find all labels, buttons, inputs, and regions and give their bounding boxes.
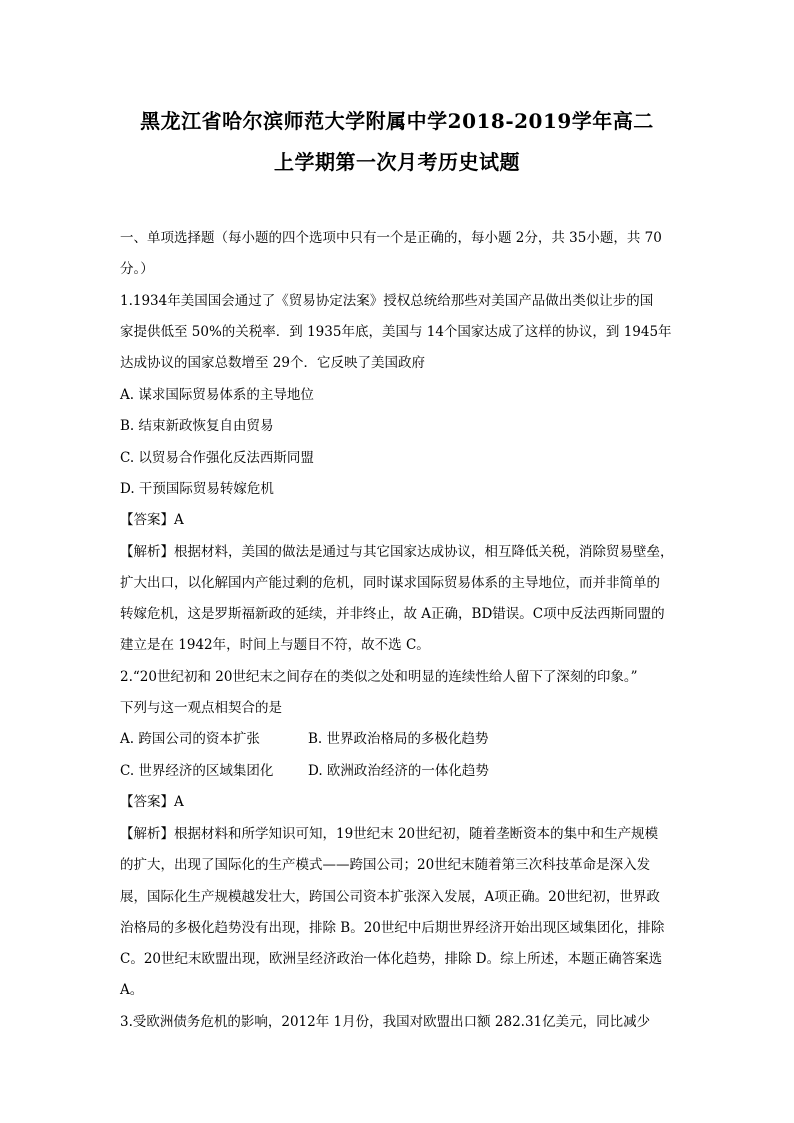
document-title-line-2: 上学期第一次月考历史试题	[274, 150, 520, 174]
q1-analysis-line-2: 扩大出口，以化解国内产能过剩的危机，同时谋求国际贸易体系的主导地位，而并非简单的	[120, 575, 660, 591]
q1-option-d: D. 干预国际贸易转嫁危机	[120, 481, 274, 497]
q2-option-a: A. 跨国公司的资本扩张	[120, 731, 260, 747]
q1-analysis-line-3: 转嫁危机，这是罗斯福新政的延续，并非终止，故 A正确，BD错误。C项中反法西斯同盟的	[120, 606, 665, 622]
q2-option-c: C. 世界经济的区域集团化	[120, 763, 274, 779]
q2-analysis-line-5: C。20世纪末欧盟出现，欧洲呈经济政治一体化趋势，排除 D。综上所述，本题正确答案选	[120, 951, 663, 967]
document-title-line-1: 黑龙江省哈尔滨师范大学附属中学2018-2019学年高二	[140, 109, 654, 133]
q1-analysis-line-4: 建立是在 1942年，时间上与题目不符，故不选 C。	[120, 637, 430, 653]
section-heading-line-1: 一、单项选择题（每小题的四个选项中只有一个是正确的，每小题 2分，共 35小题，共 70	[120, 230, 662, 246]
q1-option-c: C. 以贸易合作强化反法西斯同盟	[120, 450, 314, 466]
q2-analysis-line-1: 【解析】根据材料和所学知识可知，19世纪末 20世纪初，随着垄断资本的集中和生产规模	[120, 826, 659, 842]
q1-stem-line-1: 1.1934年美国国会通过了《贸易协定法案》授权总统给那些对美国产品做出类似让步的国	[120, 293, 654, 309]
q1-option-a: A. 谋求国际贸易体系的主导地位	[120, 387, 314, 403]
section-heading-line-2: 分。）	[120, 261, 154, 277]
q1-analysis-line-1: 【解析】根据材料，美国的做法是通过与其它国家达成协议，相互降低关税，消除贸易壁垒，	[120, 544, 674, 560]
q2-analysis-line-2: 的扩大，出现了国际化的生产模式——跨国公司；20世纪末随着第三次科技革命是深入发	[120, 857, 651, 873]
q2-stem-line-2: 下列与这一观点相契合的是	[120, 700, 282, 716]
q2-analysis-line-6: A。	[120, 982, 144, 998]
q2-stem-line-1: 2.“20世纪初和 20世纪末之间存在的类似之处和明显的连续性给人留下了深刻的印象。”	[120, 669, 638, 685]
q1-answer: 【答案】A	[120, 512, 184, 528]
q2-option-b: B. 世界政治格局的多极化趋势	[308, 731, 489, 747]
q3-stem-line-1: 3.受欧洲债务危机的影响，2012年 1月份，我国对欧盟出口额 282.31亿美元，同比减少	[120, 1014, 651, 1030]
q2-option-d: D. 欧洲政治经济的一体化趋势	[308, 763, 489, 779]
q1-stem-line-3: 达成协议的国家总数增至 29个．它反映了美国政府	[120, 355, 425, 371]
q2-answer: 【答案】A	[120, 794, 184, 810]
q1-stem-line-2: 家提供低至 50%的关税率．到 1935年底，美国与 14个国家达成了这样的协议，到 1945年	[120, 324, 672, 340]
q2-analysis-line-4: 治格局的多极化趋势没有出现，排除 B。20世纪中后期世界经济开始出现区域集团化，排除	[120, 920, 665, 936]
q1-option-b: B. 结束新政恢复自由贸易	[120, 418, 274, 434]
q2-analysis-line-3: 展，国际化生产规模越发壮大，跨国公司资本扩张深入发展，A项正确。20世纪初，世界政	[120, 889, 660, 905]
